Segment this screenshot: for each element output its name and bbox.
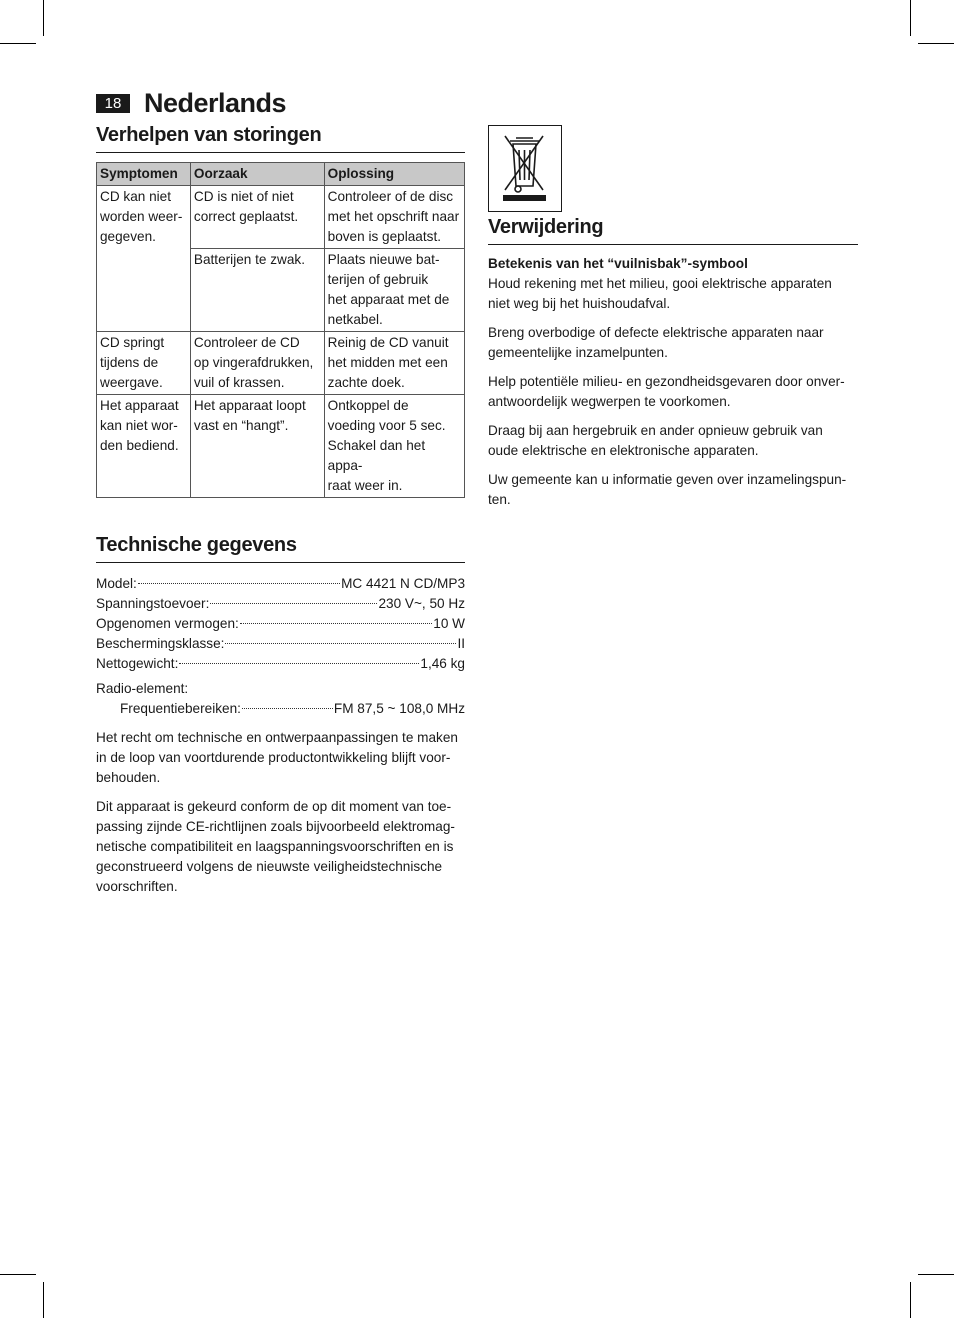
leader-dots xyxy=(240,623,432,624)
cell-line: op vingerafdrukken, xyxy=(193,355,314,370)
spec-row-voltage xyxy=(96,594,465,614)
text-line: antwoordelijk wegwerpen te voorkomen. xyxy=(488,394,731,409)
disposal-subheading: Betekenis van het “vuilnisbak”-symbool xyxy=(488,256,748,271)
cell-line: Controleer de CD xyxy=(193,335,300,350)
cause-cell xyxy=(190,395,324,498)
text-line: Uw gemeente kan u informatie geven over inzamelingspun- xyxy=(488,472,847,487)
radio-heading: Radio-element: xyxy=(96,681,189,696)
cell-line: het apparaat met de xyxy=(327,292,450,307)
text-line: niet weg bij het huishoudafval. xyxy=(488,296,671,311)
text-line: passing zijnde CE-richtlijnen zoals bijvoorbeeld elektromag- xyxy=(96,819,455,834)
table-row xyxy=(97,395,465,498)
spec-label: Model: xyxy=(96,576,137,591)
cell-line: Batterijen te zwak. xyxy=(193,252,305,267)
cell-line: Controleer of de disc xyxy=(327,189,454,204)
crossed-out-wheelie-bin-icon xyxy=(488,125,562,212)
text-line: voorschriften. xyxy=(96,879,178,894)
text-line: ten. xyxy=(488,492,511,507)
spec-label: Opgenomen vermogen: xyxy=(96,616,239,631)
cell-line: voeding voor 5 sec. xyxy=(327,418,446,433)
text-line: Help potentiële milieu- en gezondheidsgevaren door onver- xyxy=(488,374,845,389)
crop-mark xyxy=(0,43,36,44)
leader-dots xyxy=(225,643,456,644)
text-line: gemeentelijke inzamelpunten. xyxy=(488,345,668,360)
paragraph xyxy=(488,421,858,461)
spec-row-frequency xyxy=(96,699,465,719)
cell-line: zachte doek. xyxy=(327,375,405,390)
cell-line: Schakel dan het appa- xyxy=(327,438,426,473)
cell-line: correct geplaatst. xyxy=(193,209,299,224)
cell-line: weergave. xyxy=(100,375,163,390)
cell-line: kan niet wor- xyxy=(100,418,178,433)
text-line: Draag bij aan hergebruik en ander opnieuw gebruik van xyxy=(488,423,823,438)
paragraph xyxy=(96,728,465,788)
spec-list xyxy=(96,574,465,719)
column-header-symptoms: Symptomen xyxy=(97,163,191,186)
solution-cell xyxy=(324,249,464,332)
table-row xyxy=(97,186,465,249)
spec-value: 230 V~, 50 Hz xyxy=(378,596,465,611)
spec-label: Spanningstoevoer: xyxy=(96,596,210,611)
disposal-heading: Verwijdering xyxy=(488,216,858,245)
cell-line: Het apparaat xyxy=(100,398,179,413)
spec-value: 1,46 kg xyxy=(420,656,465,671)
page-number: 18 xyxy=(96,94,130,113)
cell-line: vast en “hangt”. xyxy=(193,418,289,433)
spec-row-model xyxy=(96,574,465,594)
text-line: Het recht om technische en ontwerpaanpassingen te maken xyxy=(96,730,458,745)
page-title: Nederlands xyxy=(144,87,287,118)
text-line: geconstrueerd volgens de nieuwste veiligheidstechnische xyxy=(96,859,443,874)
leader-dots xyxy=(242,708,333,709)
table-header-row xyxy=(97,163,465,186)
cell-line: CD is niet of niet xyxy=(193,189,294,204)
crop-mark xyxy=(910,1282,911,1318)
cell-line: Reinig de CD vanuit xyxy=(327,335,449,350)
cause-cell xyxy=(190,249,324,332)
leader-dots xyxy=(138,583,340,584)
cell-line: CD kan niet xyxy=(100,189,172,204)
column-header-solution: Oplossing xyxy=(324,163,464,186)
cell-line: Plaats nieuwe bat- xyxy=(327,252,440,267)
text-line: in de loop van voortdurende productontwikkeling blijft voor- xyxy=(96,750,451,765)
spec-label: Nettogewicht: xyxy=(96,656,179,671)
left-column xyxy=(96,124,465,897)
right-column xyxy=(488,125,858,510)
text-line: Houd rekening met het milieu, gooi elektrische apparaten xyxy=(488,276,832,291)
cause-cell xyxy=(190,186,324,249)
cell-line: den bediend. xyxy=(100,438,179,453)
cell-line: Ontkoppel de xyxy=(327,398,409,413)
spec-value: II xyxy=(457,636,465,651)
spec-row-power xyxy=(96,614,465,634)
technical-section xyxy=(96,534,465,897)
symptom-cell xyxy=(97,332,191,395)
solution-cell xyxy=(324,395,464,498)
solution-cell xyxy=(324,332,464,395)
cell-line: boven is geplaatst. xyxy=(327,229,441,244)
table-row xyxy=(97,332,465,395)
cell-line: raat weer in. xyxy=(327,478,403,493)
cell-line: het midden met een xyxy=(327,355,448,370)
text-line: Dit apparaat is gekeurd conform de op dit moment van toe- xyxy=(96,799,452,814)
cell-line: CD springt xyxy=(100,335,165,350)
crop-mark xyxy=(918,1274,954,1275)
troubleshooting-table xyxy=(96,162,465,498)
paragraph xyxy=(488,470,858,510)
cell-line: Het apparaat loopt xyxy=(193,398,306,413)
text-line: Breng overbodige of defecte elektrische apparaten naar xyxy=(488,325,824,340)
paragraph xyxy=(488,274,858,314)
crop-mark xyxy=(918,43,954,44)
leader-dots xyxy=(179,663,419,664)
text-line: behouden. xyxy=(96,770,161,785)
column-header-cause: Oorzaak xyxy=(190,163,324,186)
spec-label: Beschermingsklasse: xyxy=(96,636,225,651)
spec-row-weight xyxy=(96,654,465,674)
paragraph xyxy=(96,797,465,897)
paragraph xyxy=(488,372,858,412)
page-header xyxy=(96,86,286,120)
symptom-cell xyxy=(97,186,191,332)
cell-line: gegeven. xyxy=(100,229,156,244)
symptom-cell xyxy=(97,395,191,498)
paragraph xyxy=(488,323,858,363)
leader-dots xyxy=(210,603,377,604)
crop-mark xyxy=(0,1274,36,1275)
spec-row-protection-class xyxy=(96,634,465,654)
spec-value: 10 W xyxy=(433,616,465,631)
spec-value: FM 87,5 ~ 108,0 MHz xyxy=(333,701,465,716)
cell-line: netkabel. xyxy=(327,312,383,327)
cell-line: met het opschrift naar xyxy=(327,209,460,224)
crop-mark xyxy=(43,1282,44,1318)
technical-heading: Technische gegevens xyxy=(96,534,465,563)
cell-line: tijdens de xyxy=(100,355,159,370)
text-line: oude elektrische en elektronische apparaten. xyxy=(488,443,759,458)
cell-line: terijen of gebruik xyxy=(327,272,429,287)
troubleshooting-heading: Verhelpen van storingen xyxy=(96,124,465,153)
cause-cell xyxy=(190,332,324,395)
spec-label: Frequentiebereiken: xyxy=(120,701,241,716)
cell-line: worden weer- xyxy=(100,209,183,224)
text-line: netische compatibiliteit en laagspanningsvoorschriften en is xyxy=(96,839,454,854)
cell-line: vuil of krassen. xyxy=(193,375,285,390)
crop-mark xyxy=(910,0,911,36)
spec-value: MC 4421 N CD/MP3 xyxy=(341,576,465,591)
solution-cell xyxy=(324,186,464,249)
crop-mark xyxy=(43,0,44,36)
